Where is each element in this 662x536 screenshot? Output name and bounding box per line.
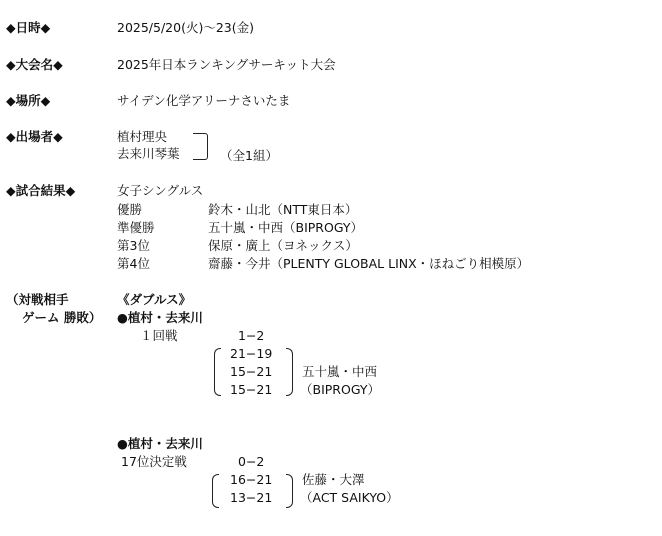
event-value: 2025年日本ランキングサーキット大会	[117, 57, 336, 72]
match-pair: ●植村・去来川	[117, 436, 203, 451]
results-category: 女子シングルス	[117, 183, 204, 198]
games-right-bracket	[286, 474, 293, 508]
match-pair: ●植村・去来川	[117, 310, 203, 325]
match-round: 17位決定戦	[121, 454, 187, 469]
event-label: ◆大会名◆	[6, 57, 63, 72]
result-rank: 第3位	[117, 238, 150, 253]
match-score: 1−2	[238, 328, 265, 343]
game-score: 13−21	[230, 490, 273, 505]
result-winner: 鈴木・山北（NTT東日本）	[208, 202, 358, 217]
player-name: 植村理央	[117, 129, 168, 144]
match-opponent: 五十嵐・中西	[302, 364, 378, 379]
players-count: （全1組）	[220, 148, 278, 163]
result-winner: 五十嵐・中西（BIPROGY）	[208, 220, 364, 235]
game-score: 16−21	[230, 472, 273, 487]
game-score: 21−19	[230, 346, 273, 361]
games-left-bracket	[212, 474, 219, 508]
result-winner: 保原・廣上（ヨネックス）	[208, 238, 358, 253]
games-right-bracket	[286, 348, 293, 396]
match-score: 0−2	[238, 454, 265, 469]
match-opponent-team: （BIPROGY）	[300, 382, 381, 397]
players-bracket	[193, 133, 208, 160]
game-score: 15−21	[230, 382, 273, 397]
matches-category: 《ダブルス》	[117, 292, 192, 307]
match-round: １回戦	[140, 328, 178, 343]
result-rank: 優勝	[117, 202, 143, 217]
games-left-bracket	[214, 348, 221, 396]
result-winner: 齋藤・今井（PLENTY GLOBAL LINX・ほねごり相模原）	[208, 256, 530, 271]
match-opponent: 佐藤・大澤	[302, 472, 365, 487]
result-rank: 第4位	[117, 256, 150, 271]
date-label: ◆日時◆	[6, 20, 51, 35]
date-value: 2025/5/20(火)〜23(金)	[117, 20, 255, 35]
result-rank: 準優勝	[117, 220, 155, 235]
match-opponent-team: （ACT SAIKYO）	[300, 490, 399, 505]
matches-label-line1: （対戦相手	[6, 292, 69, 307]
venue-value: サイデン化学アリーナさいたま	[117, 93, 291, 108]
matches-label-line2: ゲーム 勝敗）	[22, 310, 102, 325]
game-score: 15−21	[230, 364, 273, 379]
venue-label: ◆場所◆	[6, 93, 51, 108]
players-label: ◆出場者◆	[6, 129, 63, 144]
player-name: 去来川琴葉	[117, 146, 180, 161]
results-label: ◆試合結果◆	[6, 183, 76, 198]
